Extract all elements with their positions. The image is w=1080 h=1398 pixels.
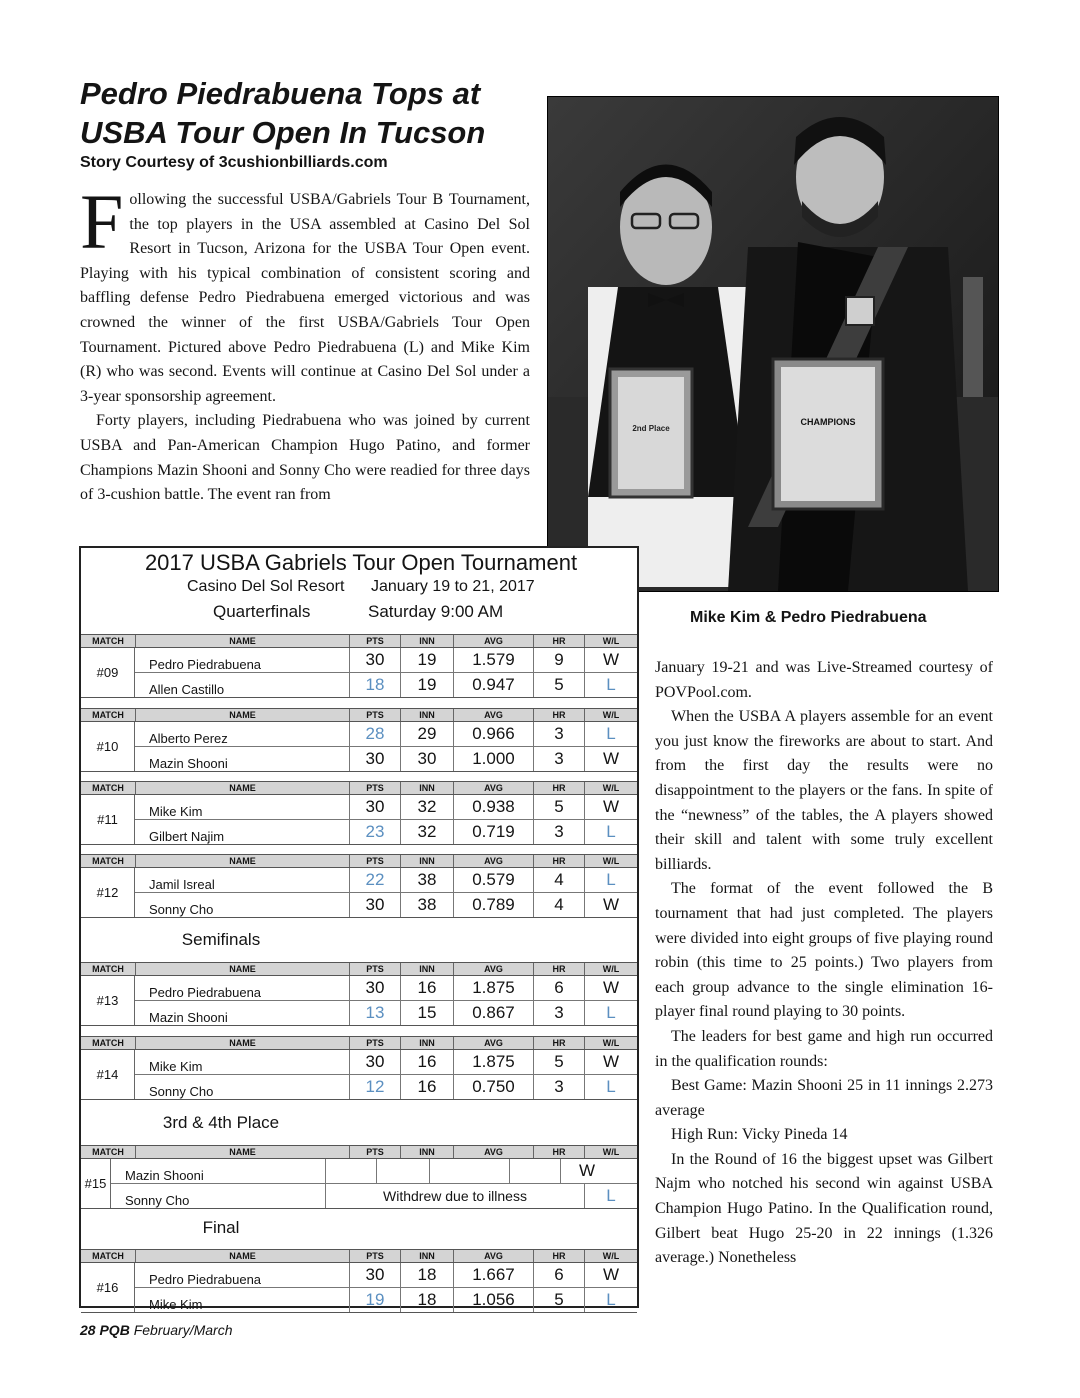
high-run: 6 xyxy=(533,1263,584,1287)
points: 30 xyxy=(349,1263,400,1287)
column-header: AVG xyxy=(453,1037,533,1049)
column-header: MATCH xyxy=(92,1147,124,1157)
column-header: INN xyxy=(400,1037,453,1049)
innings: 38 xyxy=(400,868,453,892)
innings: 19 xyxy=(400,673,453,697)
article-col2-paragraph: In the Round of 16 the biggest upset was Gilbert Najm who notched his second win against USBA Champion Hugo Patino. In the Qualification round, Gilbert beat Hugo 25-20 in 22 innings (1.326 average.) Nonetheless xyxy=(655,1150,993,1267)
column-header: INN xyxy=(400,782,453,794)
table-header xyxy=(81,634,637,648)
column-header: AVG xyxy=(453,635,533,647)
column-header: W/L xyxy=(584,1037,637,1049)
column-header: HR xyxy=(533,1037,584,1049)
table-row xyxy=(135,892,637,917)
table-row xyxy=(111,1159,637,1183)
column-header: PTS xyxy=(349,635,400,647)
player-name: Mike Kim xyxy=(149,1059,203,1074)
column-header: NAME xyxy=(135,1250,349,1262)
win-loss: W xyxy=(584,648,637,672)
article-col2-paragraph: The format of the event followed the B tournament that had just completed. The players were divided into eight groups of five playing round robin (this time to 25 points.) Two players from each group advance to the single elimination 16-player final round playing to 30 points. xyxy=(655,880,993,1021)
win-loss: W xyxy=(584,976,637,1000)
column-header: PTS xyxy=(349,1146,400,1158)
points: 19 xyxy=(349,1288,400,1312)
column-header: HR xyxy=(533,782,584,794)
article-paragraph-2: Forty players, including Piedrabuena who was joined by current USBA and Pan-American Champion Hugo Patino, and former Champions Mazin Shooni and Sonny Cho were readied for three days of 3-cushion battle. The event ran from xyxy=(80,412,530,504)
quarterfinals-label: Quarterfinals xyxy=(213,602,311,621)
third-place-label: 3rd & 4th Place xyxy=(162,1113,280,1132)
match-number: #16 xyxy=(81,1263,135,1312)
win-loss: L xyxy=(584,673,637,697)
photo-caption: Mike Kim & Pedro Piedrabuena xyxy=(690,609,927,626)
column-header: INN xyxy=(400,855,453,867)
average: 0.719 xyxy=(453,820,533,844)
match-group xyxy=(81,781,637,845)
column-header: INN xyxy=(400,709,453,721)
column-header: MATCH xyxy=(92,1251,124,1261)
table-row xyxy=(135,672,637,697)
player-name: Mike Kim xyxy=(149,804,203,819)
players-photo-image xyxy=(548,97,998,591)
win-loss: L xyxy=(584,722,637,746)
points: 13 xyxy=(349,1001,400,1025)
high-run: 5 xyxy=(533,795,584,819)
points: 22 xyxy=(349,868,400,892)
win-loss: L xyxy=(584,1288,637,1312)
high-run: 3 xyxy=(533,747,584,771)
column-header: W/L xyxy=(584,1146,637,1158)
match-number: #13 xyxy=(81,976,135,1025)
article-column-1 xyxy=(80,178,530,508)
points: 12 xyxy=(349,1075,400,1099)
win-loss: L xyxy=(584,1075,637,1099)
match-group xyxy=(81,634,637,698)
column-header: W/L xyxy=(584,782,637,794)
points: 30 xyxy=(349,1050,400,1074)
quarterfinals-time: Saturday 9:00 AM xyxy=(368,602,504,621)
average: 1.875 xyxy=(453,976,533,1000)
high-run: 5 xyxy=(533,673,584,697)
column-header: MATCH xyxy=(92,783,124,793)
plaque-2nd-place: 2nd Place xyxy=(632,424,670,433)
points xyxy=(325,1159,376,1183)
player-name: Allen Castillo xyxy=(149,682,225,697)
high-run: 4 xyxy=(533,893,584,917)
innings: 32 xyxy=(400,795,453,819)
win-loss: W xyxy=(584,795,637,819)
points: 23 xyxy=(349,820,400,844)
results-table xyxy=(79,546,639,1312)
column-header: NAME xyxy=(135,855,349,867)
innings: 38 xyxy=(400,893,453,917)
average xyxy=(429,1159,509,1183)
article-headline: Pedro Piedrabuena Tops at USBA Tour Open In Tucson xyxy=(80,76,486,150)
points: 30 xyxy=(349,648,400,672)
player-name: Sonny Cho xyxy=(149,1084,214,1099)
plaque-champions: CHAMPIONS xyxy=(800,417,856,427)
player-name: Gilbert Najim xyxy=(149,829,225,844)
match-number: #12 xyxy=(81,868,135,917)
column-header: NAME xyxy=(135,782,349,794)
column-header: MATCH xyxy=(92,636,124,646)
high-run: 3 xyxy=(533,820,584,844)
table-row xyxy=(135,976,637,1000)
withdrew-note: Withdrew due to illness xyxy=(325,1184,584,1208)
player-name: Mike Kim xyxy=(149,1297,203,1312)
match-group xyxy=(81,1249,637,1313)
average: 0.947 xyxy=(453,673,533,697)
final-label: Final xyxy=(202,1218,240,1237)
article-column-2 xyxy=(655,656,993,1271)
column-header: AVG xyxy=(453,1146,533,1158)
table-row xyxy=(135,1287,637,1312)
match-number: #11 xyxy=(81,795,135,844)
column-header: PTS xyxy=(349,963,400,975)
win-loss: W xyxy=(584,1050,637,1074)
innings: 18 xyxy=(400,1288,453,1312)
table-row xyxy=(135,795,637,819)
article-col2-paragraph: January 19-21 and was Live-Streamed courtesy of POVPool.com. xyxy=(655,659,993,701)
table-header xyxy=(81,1249,637,1263)
match-number: #14 xyxy=(81,1050,135,1099)
column-header: W/L xyxy=(584,963,637,975)
match-group xyxy=(81,1036,637,1100)
high-run: 6 xyxy=(533,976,584,1000)
match-group xyxy=(81,962,637,1026)
innings: 30 xyxy=(400,747,453,771)
table-row xyxy=(135,746,637,771)
column-header: PTS xyxy=(349,1037,400,1049)
innings: 29 xyxy=(400,722,453,746)
win-loss: L xyxy=(584,1001,637,1025)
win-loss: W xyxy=(584,893,637,917)
player-name: Sonny Cho xyxy=(125,1193,190,1208)
player-name: Mazin Shooni xyxy=(125,1168,204,1183)
innings: 16 xyxy=(400,1075,453,1099)
column-header: PTS xyxy=(349,709,400,721)
win-loss: W xyxy=(584,1263,637,1287)
innings: 18 xyxy=(400,1263,453,1287)
player-name: Sonny Cho xyxy=(149,902,214,917)
page-number: 28 xyxy=(80,1322,96,1338)
high-run: 4 xyxy=(533,868,584,892)
column-header: AVG xyxy=(453,963,533,975)
high-run: 5 xyxy=(533,1050,584,1074)
column-header: INN xyxy=(400,635,453,647)
table-header xyxy=(81,1036,637,1050)
column-header: AVG xyxy=(453,855,533,867)
match-group xyxy=(81,708,637,772)
innings xyxy=(376,1159,429,1183)
innings: 15 xyxy=(400,1001,453,1025)
column-header: NAME xyxy=(135,635,349,647)
column-header: INN xyxy=(400,963,453,975)
results-title: 2017 USBA Gabriels Tour Open Tournament xyxy=(144,550,578,575)
table-row xyxy=(135,648,637,672)
high-run: 3 xyxy=(533,1001,584,1025)
table-row xyxy=(135,868,637,892)
results-dates: January 19 to 21, 2017 xyxy=(371,578,535,595)
column-header: HR xyxy=(533,963,584,975)
player-name: Mazin Shooni xyxy=(149,756,228,771)
match-group xyxy=(81,1145,637,1209)
average: 1.000 xyxy=(453,747,533,771)
column-header: W/L xyxy=(584,855,637,867)
table-header xyxy=(81,962,637,976)
points: 30 xyxy=(349,795,400,819)
column-header: HR xyxy=(533,709,584,721)
match-number: #10 xyxy=(81,722,135,771)
column-header: MATCH xyxy=(92,710,124,720)
average: 0.938 xyxy=(453,795,533,819)
article-col2-paragraph: When the USBA A players assemble for an event you just know the fireworks are about to start. And from the first day the results were no disappointment to the players or the fans. In spite of the “newness” of the tables, the A players showed their skill and talent with some truly excellent billiards. xyxy=(655,708,993,873)
page-footer xyxy=(80,1322,233,1338)
column-header: PTS xyxy=(349,782,400,794)
column-header: W/L xyxy=(584,1250,637,1262)
high-run: 5 xyxy=(533,1288,584,1312)
table-header xyxy=(81,708,637,722)
table-row xyxy=(135,1050,637,1074)
article-col2-paragraph: The leaders for best game and high run occurred in the qualification rounds: xyxy=(655,1027,993,1070)
column-header: NAME xyxy=(135,1146,349,1158)
column-header: W/L xyxy=(584,635,637,647)
win-loss: W xyxy=(560,1159,613,1183)
innings: 32 xyxy=(400,820,453,844)
points: 30 xyxy=(349,893,400,917)
article-byline: Story Courtesy of 3cushionbilliards.com xyxy=(80,154,388,171)
table-row xyxy=(135,819,637,844)
semifinals-label: Semifinals xyxy=(181,930,261,949)
column-header: MATCH xyxy=(92,856,124,866)
column-header: AVG xyxy=(453,709,533,721)
column-header: INN xyxy=(400,1146,453,1158)
table-header xyxy=(81,854,637,868)
player-name: Pedro Piedrabuena xyxy=(149,657,262,672)
innings: 19 xyxy=(400,648,453,672)
win-loss: L xyxy=(584,868,637,892)
match-number: #15 xyxy=(81,1159,111,1208)
points: 30 xyxy=(349,976,400,1000)
match-group xyxy=(81,854,637,918)
column-header: HR xyxy=(533,855,584,867)
column-header: PTS xyxy=(349,1250,400,1262)
high-run: 9 xyxy=(533,648,584,672)
player-name: Alberto Perez xyxy=(149,731,228,746)
win-loss: L xyxy=(584,820,637,844)
average: 0.966 xyxy=(453,722,533,746)
column-header: NAME xyxy=(135,709,349,721)
issue-label: February/March xyxy=(133,1322,233,1338)
results-venue: Casino Del Sol Resort xyxy=(187,578,345,595)
points: 30 xyxy=(349,747,400,771)
high-run xyxy=(509,1159,560,1183)
player-name: Jamil Isreal xyxy=(149,877,215,892)
column-header: AVG xyxy=(453,1250,533,1262)
table-row xyxy=(111,1183,637,1208)
article-paragraph-1: ollowing the successful USBA/Gabriels Tour B Tournament, the top players in the USA assembled at Casino Del Sol Resort in Tucson, Arizona for the USBA Tour Open event. Playing with his typical combination of consistent scoring and baffling defense Pedro Piedrabuena emerged victorious and was crowned the winner of the first USBA/Gabriels Tour Open Tournament. Pictured above Pedro Piedrabuena (L) and Mike Kim (R) who was second. Events will continue at Casino Del Sol under a 3-year sponsorship agreement. xyxy=(80,191,530,405)
points: 28 xyxy=(349,722,400,746)
high-run: 3 xyxy=(533,722,584,746)
drop-cap: F xyxy=(80,178,124,265)
column-header: NAME xyxy=(135,963,349,975)
column-header: HR xyxy=(533,635,584,647)
column-header: NAME xyxy=(135,1037,349,1049)
player-name: Pedro Piedrabuena xyxy=(149,985,262,1000)
points: 18 xyxy=(349,673,400,697)
average: 0.750 xyxy=(453,1075,533,1099)
column-header: MATCH xyxy=(92,964,124,974)
table-row xyxy=(135,1074,637,1099)
innings: 16 xyxy=(400,1050,453,1074)
article-col2-paragraph: High Run: Vicky Pineda 14 xyxy=(671,1126,848,1144)
average: 0.867 xyxy=(453,1001,533,1025)
average: 1.579 xyxy=(453,648,533,672)
column-header: MATCH xyxy=(92,1038,124,1048)
innings: 16 xyxy=(400,976,453,1000)
column-header: HR xyxy=(533,1146,584,1158)
table-header xyxy=(81,781,637,795)
high-run: 3 xyxy=(533,1075,584,1099)
column-header: HR xyxy=(533,1250,584,1262)
win-loss: L xyxy=(584,1184,637,1208)
average: 1.875 xyxy=(453,1050,533,1074)
column-header: INN xyxy=(400,1250,453,1262)
players-photo xyxy=(547,96,999,592)
article-col2-paragraph: Best Game: Mazin Shooni 25 in 11 innings 2.273 average xyxy=(655,1077,993,1119)
player-name: Mazin Shooni xyxy=(149,1010,228,1025)
column-header: W/L xyxy=(584,709,637,721)
table-row xyxy=(135,722,637,746)
average: 1.667 xyxy=(453,1263,533,1287)
column-header: PTS xyxy=(349,855,400,867)
table-row xyxy=(135,1263,637,1287)
table-header xyxy=(81,1145,637,1159)
win-loss: W xyxy=(584,747,637,771)
average: 1.056 xyxy=(453,1288,533,1312)
average: 0.789 xyxy=(453,893,533,917)
average: 0.579 xyxy=(453,868,533,892)
magazine-name: PQB xyxy=(99,1322,130,1338)
table-row xyxy=(135,1000,637,1025)
player-name: Pedro Piedrabuena xyxy=(149,1272,262,1287)
column-header: AVG xyxy=(453,782,533,794)
match-number: #09 xyxy=(81,648,135,697)
